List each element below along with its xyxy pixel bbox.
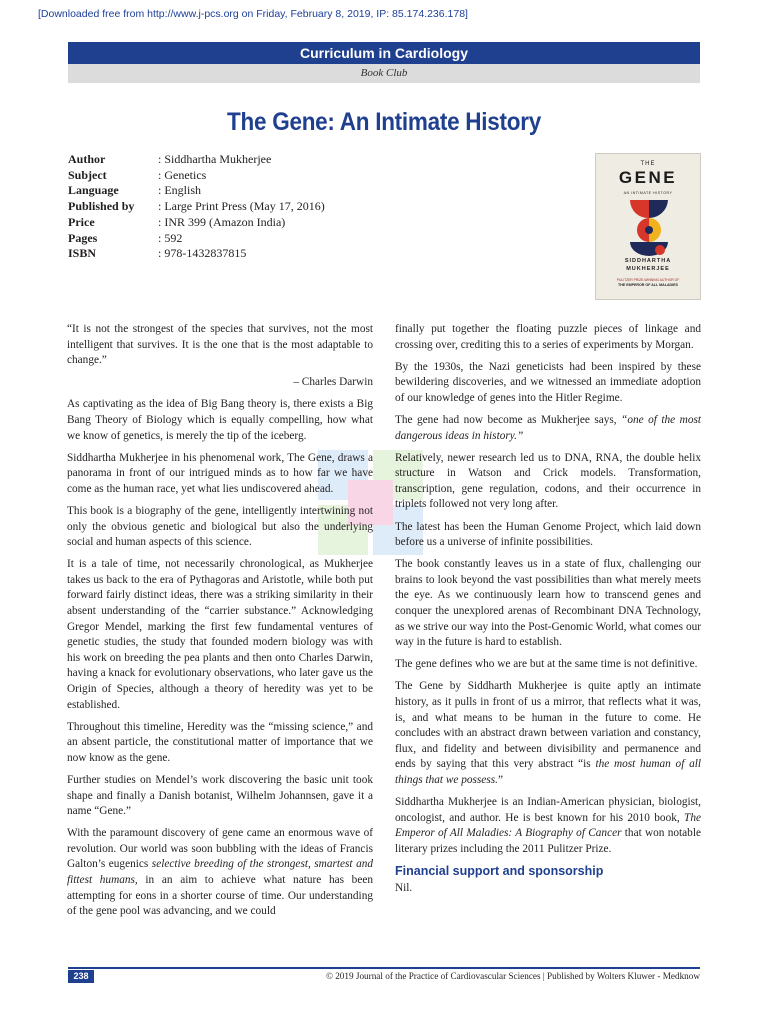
journal-section-header: Curriculum in Cardiology bbox=[68, 42, 700, 64]
paragraph: Siddhartha Mukherjee in his phenomenal work, The Gene, draws a panorama in front of our intrigued minds as to how far we have come as the human race, yet what lies undiscovered ahead. bbox=[67, 451, 373, 495]
meta-row-isbn bbox=[68, 246, 325, 262]
cover-author-last: MUKHERJEE bbox=[626, 266, 670, 272]
paragraph: As captivating as the idea of Big Bang theory is, there exists a Big Bang Theory of Biology which is equally compelling, how what we know of genetics, is merely the tip of the iceberg. bbox=[67, 398, 373, 442]
right-column bbox=[395, 322, 701, 903]
quote-attribution: – Charles Darwin bbox=[293, 376, 373, 389]
paragraph bbox=[395, 413, 701, 444]
meta-key: ISBN bbox=[68, 246, 97, 261]
paragraph bbox=[67, 826, 373, 920]
paragraph bbox=[395, 795, 701, 857]
cover-tagline: PULITZER PRIZE-WINNING AUTHOR OF bbox=[616, 278, 680, 282]
meta-row-language bbox=[68, 183, 325, 199]
meta-value: : 592 bbox=[158, 230, 183, 245]
meta-key: Price bbox=[68, 214, 95, 229]
text-run: The gene had now become as Mukherjee says, bbox=[395, 413, 622, 426]
meta-value: : Genetics bbox=[158, 167, 207, 182]
text-run: that won notable literary prizes including the 2011 Pulitzer Prize. bbox=[395, 827, 701, 855]
paragraph: finally put together the floating puzzle pieces of linkage and crossing over, crediting this to a series of experiments by Morgan. bbox=[395, 323, 701, 351]
paragraph: By the 1930s, the Nazi geneticists had been inspired by these bewildering discoveries, and we witnessed an immediate adoption of our knowledge of genes into the Hitler Regime. bbox=[395, 360, 701, 404]
paragraph: This book is a biography of the gene, intelligently intertwining not only the obvious genetic and biological but also the underlying social and human aspects of this science. bbox=[67, 504, 373, 549]
italic-run: selective breeding of the strongest, smartest and fittest humans, bbox=[67, 858, 374, 886]
meta-value: : INR 399 (Amazon India) bbox=[158, 214, 286, 229]
italic-run: The Emperor of All Maladies: A Biography of Cancer bbox=[395, 811, 701, 840]
meta-key: Language bbox=[68, 183, 119, 198]
paragraph: Further studies on Mendel’s work discovering the basic unit took shape and finally a Danish botanist, Wilhelm Johannsen, gave it a name “Gene.” bbox=[67, 773, 373, 818]
paragraph: Relatively, newer research led us to DNA, RNA, the double helix structure in Watson and Crick models. Transformation, transcription, gene regulation, codons, and their occurrence in triplets followed not very long after. bbox=[395, 451, 701, 511]
footer-copyright: © 2019 Journal of the Practice of Cardiovascular Sciences | Published by Wolters Kluwer - Medknow bbox=[325, 971, 700, 981]
meta-value: : Siddhartha Mukherjee bbox=[158, 152, 272, 166]
paragraph: The gene defines who we are but at the same time is not definitive. bbox=[395, 658, 698, 671]
book-metadata bbox=[68, 152, 325, 262]
left-column bbox=[67, 322, 373, 926]
download-banner: [Downloaded free from http://www.j-pcs.org on Friday, February 8, 2019, IP: 85.174.236.178] bbox=[38, 8, 468, 20]
meta-row-pages bbox=[68, 231, 325, 247]
italic-run: the most human of all things that we possess. bbox=[395, 758, 702, 786]
text-run: ” bbox=[497, 773, 503, 786]
article-title: The Gene: An Intimate History bbox=[227, 108, 541, 136]
meta-key: Author bbox=[68, 152, 106, 166]
paragraph: Throughout this timeline, Heredity was the “missing science,” and an absent particle, the constitutional matter of importance that we now know as the gene. bbox=[67, 720, 373, 764]
text-run: With the paramount discovery of gene came an enormous wave of revolution. Our world was soon bubbling with the ideas of Francis Galton’s eugenics bbox=[67, 827, 373, 871]
meta-value: : English bbox=[158, 183, 202, 198]
page-number: 238 bbox=[68, 970, 94, 983]
section-body: Nil. bbox=[395, 881, 413, 894]
subsection-label: Book Club bbox=[68, 64, 700, 83]
paragraph: It is a tale of time, not necessarily chronological, as Mukherjee takes us back to the era of Pythagoras and Aristotle, while both put forward fairly distinct ideas, there was a striking similarity in their absent understanding of the “carrier substance.” Acknowledging Gregor Mendel, marking the first few fundamental ventures of genetic studies, the study that founded modern biology was with his work on breeding the pea plants and then onto Charles Darwin, having a knack for evolutionary observations, who later gave us the Origin of Species, although a theory of heredity was yet to be established. bbox=[67, 558, 373, 711]
epigraph-quote: “It is not the strongest of the species that survives, not the most intelligent that survives. It is the one that is the most adaptable to change.” bbox=[67, 323, 373, 367]
meta-row-author bbox=[68, 152, 325, 168]
meta-value: : 978-1432837815 bbox=[158, 246, 247, 261]
cover-author-first: SIDDHARTHA bbox=[624, 258, 672, 264]
text-run: in an aim to achieve what nature has been attempting for eons in a shorter course of time. Our understanding of the gene pool was advancing, and we could bbox=[67, 874, 373, 918]
cover-tagline-book: THE EMPEROR OF ALL MALADIES bbox=[618, 283, 678, 287]
meta-key: Published by bbox=[68, 199, 135, 214]
footer-divider bbox=[68, 967, 700, 969]
book-cover-image bbox=[595, 153, 701, 300]
meta-row-price bbox=[68, 215, 325, 231]
section-heading: Financial support and sponsorship bbox=[395, 863, 604, 878]
paragraph bbox=[395, 679, 701, 788]
meta-key: Subject bbox=[68, 167, 107, 182]
meta-key: Pages bbox=[68, 230, 98, 245]
cover-subtitle: AN INTIMATE HISTORY bbox=[623, 191, 673, 195]
cover-the-text: THE bbox=[640, 161, 656, 167]
text-run: Siddhartha Mukherjee is an Indian-American physician, biologist, oncologist, and author. He is best known for his 2010 book, bbox=[395, 796, 701, 824]
meta-value: : Large Print Press (May 17, 2016) bbox=[158, 199, 325, 214]
meta-row-publisher bbox=[68, 199, 325, 215]
meta-row-subject bbox=[68, 168, 325, 184]
cover-gene-text: GENE bbox=[618, 168, 678, 187]
italic-run: “one of the most dangerous ideas in history.” bbox=[395, 413, 701, 442]
paragraph: The latest has been the Human Genome Project, which laid down before us a universe of infinite possibilities. bbox=[395, 520, 701, 549]
text-run: The Gene by Siddharth Mukherjee is quite aptly an intimate history, as it pulls in front of us a mirror, that reflects what it was, is, and what means to be human in the future to come. He concludes with an abstract drawn between variation and constancy, flux, and fidelity and between divisibility and permanence and ends by saying that this very abstract “is bbox=[395, 680, 701, 771]
paragraph: The book constantly leaves us in a state of flux, challenging our brains to look beyond the vast possibilities than what merely meets the eye. As we continuously learn how to transcend genes and conquer the unexplored arenas of Recombinant DNA Technology, as we strive our way into the Post-Genomic World, what comes our way in the future is hard to establish. bbox=[395, 558, 701, 649]
